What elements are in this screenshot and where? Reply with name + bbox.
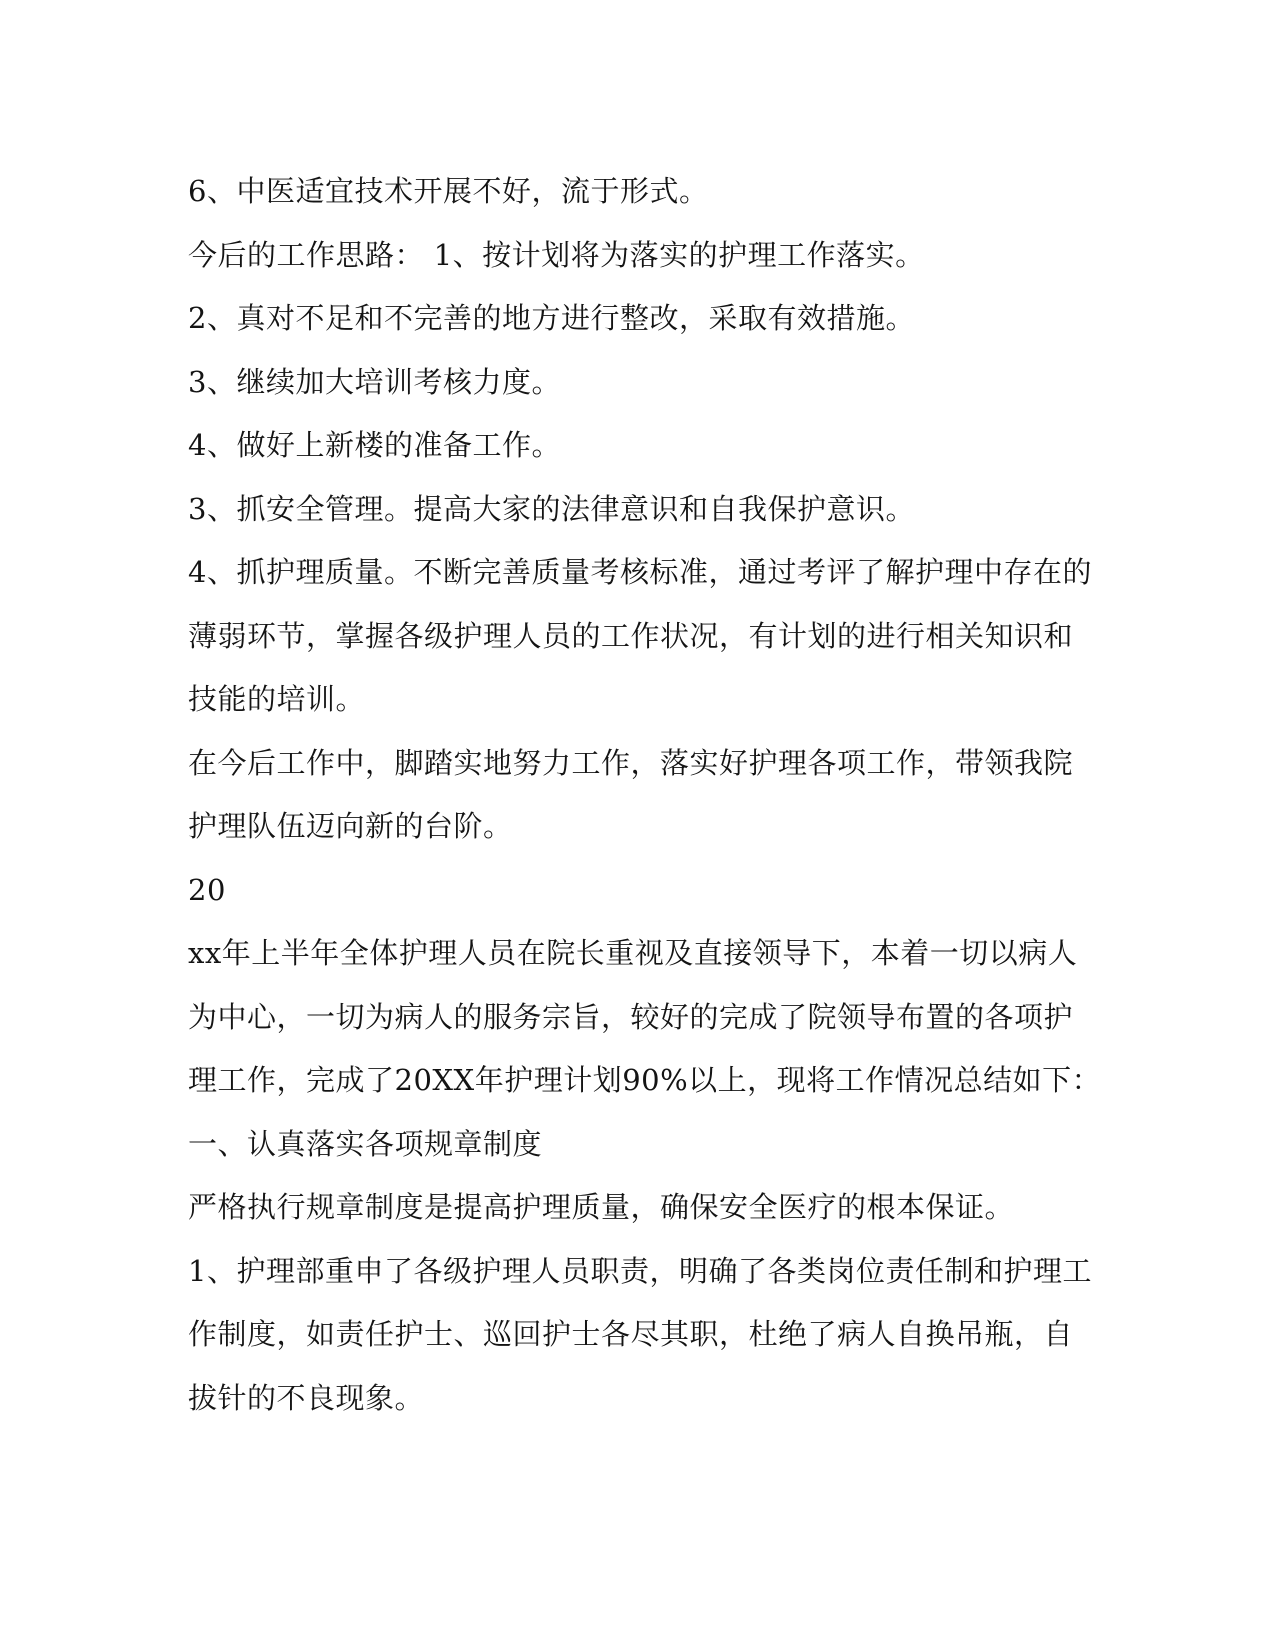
- text-line-6: 3、抓安全管理。提高大家的法律意识和自我保护意识。: [188, 491, 915, 526]
- text-line-15: 理工作，完成了20XX年护理计划90%以上，现将工作情况总结如下：: [188, 1063, 1102, 1097]
- text-line-20: 拔针的不良现象。: [188, 1380, 425, 1415]
- text-line-13: xx年上半年全体护理人员在院长重视及直接领导下，本着一切以病人: [188, 936, 1078, 970]
- document-body: [188, 160, 1102, 1430]
- text-line-3: 2、真对不足和不完善的地方进行整改，采取有效措施。: [188, 301, 915, 335]
- section-heading: 一、认真落实各项规章制度: [188, 1126, 543, 1161]
- text-line-9: 技能的培训。: [188, 682, 366, 716]
- text-line-2: 今后的工作思路： 1、按计划将为落实的护理工作落实。: [188, 237, 925, 272]
- text-line-7: 4、抓护理质量。不断完善质量考核标准，通过考评了解护理中存在的: [188, 555, 1092, 589]
- text-line-1: 6、中医适宜技术开展不好，流于形式。: [188, 174, 709, 208]
- text-line-17: 严格执行规章制度是提高护理质量，确保安全医疗的根本保证。: [188, 1190, 1015, 1224]
- text-line-11: 护理队伍迈向新的台阶。: [188, 809, 513, 843]
- text-line-14: 为中心，一切为病人的服务宗旨，较好的完成了院领导布置的各项护: [188, 999, 1074, 1034]
- text-line-10: 在今后工作中，脚踏实地努力工作，落实好护理各项工作，带领我院: [188, 745, 1074, 780]
- text-line-8: 薄弱环节，掌握各级护理人员的工作状况，有计划的进行相关知识和: [188, 618, 1074, 653]
- text-line-19: 作制度，如责任护士、巡回护士各尽其职，杜绝了病人自换吊瓶，自: [188, 1317, 1074, 1351]
- text-line-18: 1、护理部重申了各级护理人员职责，明确了各类岗位责任制和护理工: [188, 1253, 1092, 1288]
- text-line-5: 4、做好上新楼的准备工作。: [188, 428, 561, 462]
- text-line-4: 3、继续加大培训考核力度。: [188, 364, 561, 399]
- text-line-12: 20: [188, 872, 226, 907]
